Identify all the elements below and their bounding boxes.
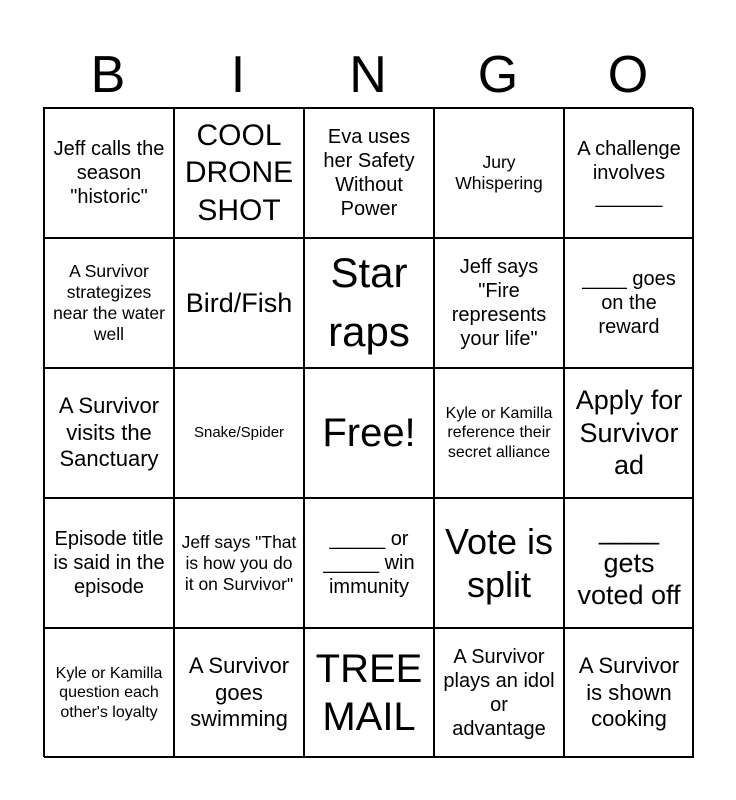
bingo-cell[interactable]: A Survivor strategizes near the water well [44,238,174,368]
bingo-cell[interactable]: A Survivor visits the Sanctuary [44,368,174,498]
bingo-cell[interactable]: TREE MAIL [304,628,434,758]
bingo-cell[interactable]: Jeff says "That is how you do it on Survivor" [174,498,304,628]
bingo-free-space[interactable]: Free! [304,368,434,498]
bingo-cell[interactable]: Kyle or Kamilla reference their secret alliance [434,368,564,498]
header-letter-b: B [90,46,126,104]
bingo-cell[interactable]: ____ goes on the reward [564,238,694,368]
bingo-cell[interactable]: Jeff says "Fire represents your life" [434,238,564,368]
bingo-cell[interactable]: Star raps [304,238,434,368]
bingo-cell[interactable]: A Survivor is shown cooking [564,628,694,758]
bingo-cell[interactable]: Kyle or Kamilla question each other's loyalty [44,628,174,758]
bingo-cell[interactable]: Eva uses her Safety Without Power [304,108,434,238]
bingo-cell[interactable]: Jury Whispering [434,108,564,238]
bingo-cell[interactable]: COOL DRONE SHOT [174,108,304,238]
bingo-card-grid [43,107,693,757]
bingo-cell[interactable]: _____ or _____ win immunity [304,498,434,628]
bingo-cell[interactable]: A Survivor goes swimming [174,628,304,758]
bingo-cell[interactable]: Vote is split [434,498,564,628]
bingo-cell[interactable]: ____ gets voted off [564,498,694,628]
bingo-cell[interactable]: Episode title is said in the episode [44,498,174,628]
header-letter-g: G [477,46,519,104]
header-letter-n: N [349,46,387,104]
header-letter-i: I [230,46,246,104]
bingo-cell[interactable]: Snake/Spider [174,368,304,498]
bingo-header [43,44,693,106]
bingo-cell[interactable]: A challenge involves ______ [564,108,694,238]
bingo-cell[interactable]: Bird/Fish [174,238,304,368]
header-letter-o: O [607,46,649,104]
bingo-cell[interactable]: Jeff calls the season "historic" [44,108,174,238]
bingo-cell[interactable]: Apply for Survivor ad [564,368,694,498]
bingo-cell[interactable]: A Survivor plays an idol or advantage [434,628,564,758]
